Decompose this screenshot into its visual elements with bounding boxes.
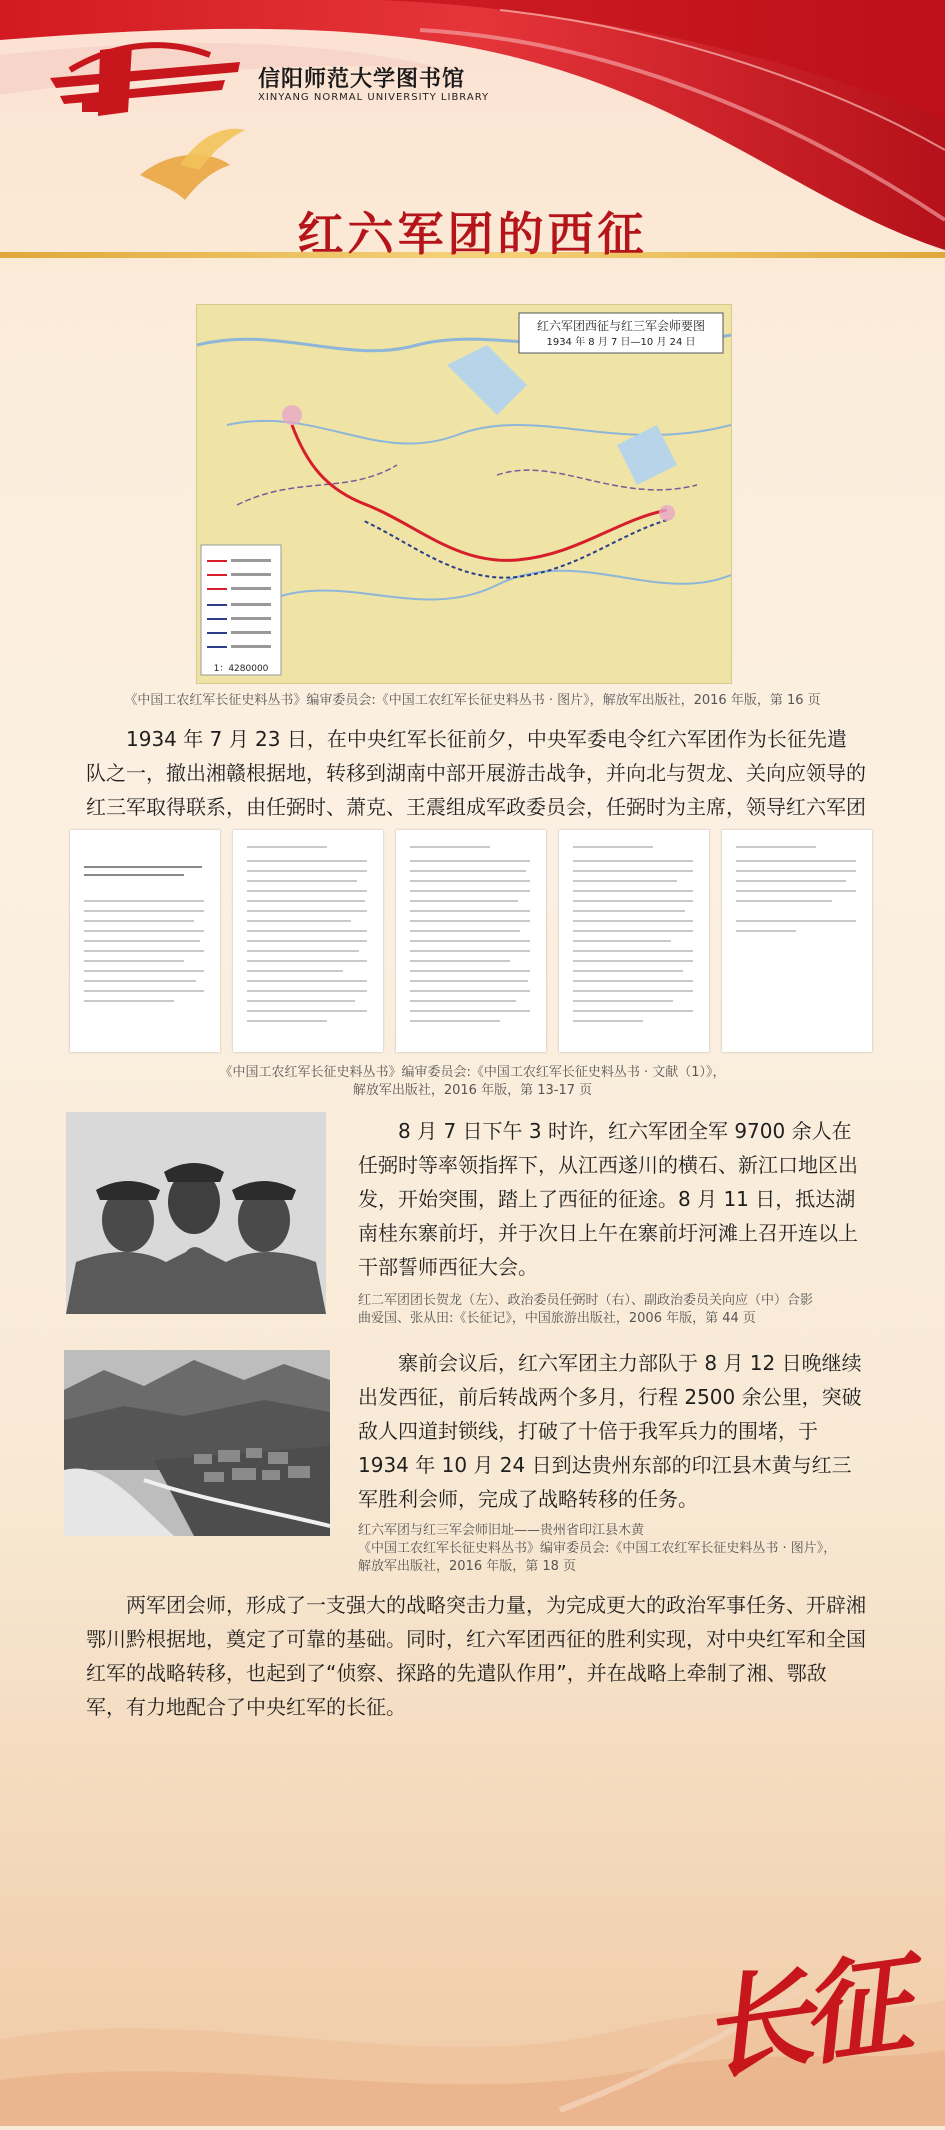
library-name-en: XINYANG NORMAL UNIVERSITY LIBRARY	[258, 92, 490, 103]
paragraph-3: 寨前会议后，红六军团主力部队于 8 月 12 日晚继续出发西征，前后转战两个多月，行程 2500 余公里，突破敌人四道封锁线，打破了十倍于我军兵力的围堵，于 1934 年 10 月 24 日到达贵州东部的印江县木黄与红三军胜利会师，完成了战略转移的任务。	[358, 1351, 862, 1511]
photo-leaders-caption-line1: 红二军团团长贺龙（左）、政治委员任弼时（右）、副政治委员关向应（中）合影	[358, 1293, 814, 1308]
document-page-2	[233, 830, 383, 1052]
photo-meeting-site-caption-line3: 解放军出版社，2016 年版，第 18 页	[358, 1559, 577, 1574]
map-caption: 《中国工农红军长征史料丛书》编审委员会:《中国工农红军长征史料丛书 · 图片》，解放军出版社，2016 年版，第 16 页	[124, 693, 821, 708]
photo-leaders-drawing	[66, 1112, 326, 1314]
document-page-1	[70, 830, 220, 1052]
document-page-4	[559, 830, 709, 1052]
map-drawing	[197, 305, 731, 683]
map-scale: 1：4280000	[213, 664, 269, 674]
photo-meeting-site-caption-line2: 《中国工农红军长征史料丛书》编审委员会:《中国工农红军长征史料丛书 · 图片》，	[358, 1541, 837, 1556]
page-title: 红六军团的西征	[297, 207, 648, 261]
photo-meeting-site-caption-line1: 红六军团与红三军会师旧址——贵州省印江县木黄	[358, 1523, 645, 1538]
march-route-map	[196, 304, 732, 684]
paragraph-1: 1934 年 7 月 23 日，在中央红军长征前夕，中央军委电令红六军团作为长征先遣队之一，撤出湘赣根据地，转移到湖南中部开展游击战争，并向北与贺龙、关向应领导的红三军取得联系，由任弼时、萧克、王震组成军政委员会，任弼时为主席，领导红六军团	[86, 727, 866, 819]
photo-leaders-caption-line2: 曲爱国、张从田:《长征记》，中国旅游出版社，2006 年版，第 44 页	[358, 1311, 756, 1326]
paragraph-2: 8 月 7 日下午 3 时许，红六军团全军 9700 余人在任弼时等率领指挥下，从江西遂川的横石、新江口地区出发，开始突围，踏上了西征的征途。8 月 11 日，抵达湖南桂东寨前圩，并于次日上午在寨前圩河滩上召开连以上干部誓师西征大会。	[358, 1119, 858, 1279]
photo-leaders	[66, 1112, 326, 1314]
paragraph-4: 两军团会师，形成了一支强大的战略突击力量，为完成更大的政治军事任务、开辟湘鄂川黔根据地，奠定了可靠的基础。同时，红六军团西征的胜利实现，对中央红军和全国红军的战略转移，也起到了“侦察、探路的先遣队作用”，并在战略上牵制了湘、鄂敌军，有力地配合了中央红军的长征。	[86, 1593, 866, 1719]
documents-caption-line2: 解放军出版社，2016 年版，第 13-17 页	[352, 1083, 593, 1098]
map-title: 红六军团西征与红三军会师要图	[536, 319, 705, 333]
photo-meeting-site	[64, 1350, 330, 1536]
photo-meeting-site-drawing	[64, 1350, 330, 1536]
map-date-range: 1934 年 8 月 7 日—10 月 24 日	[546, 337, 696, 348]
document-page-5	[722, 830, 872, 1052]
document-page-3	[396, 830, 546, 1052]
documents-caption-line1: 《中国工农红军长征史料丛书》编审委员会:《中国工农红军长征史料丛书 · 文献（1）》，	[219, 1065, 726, 1080]
library-name: 信阳师范大学图书馆	[258, 67, 466, 92]
long-march-calligraphy: 长征	[693, 1939, 910, 2096]
